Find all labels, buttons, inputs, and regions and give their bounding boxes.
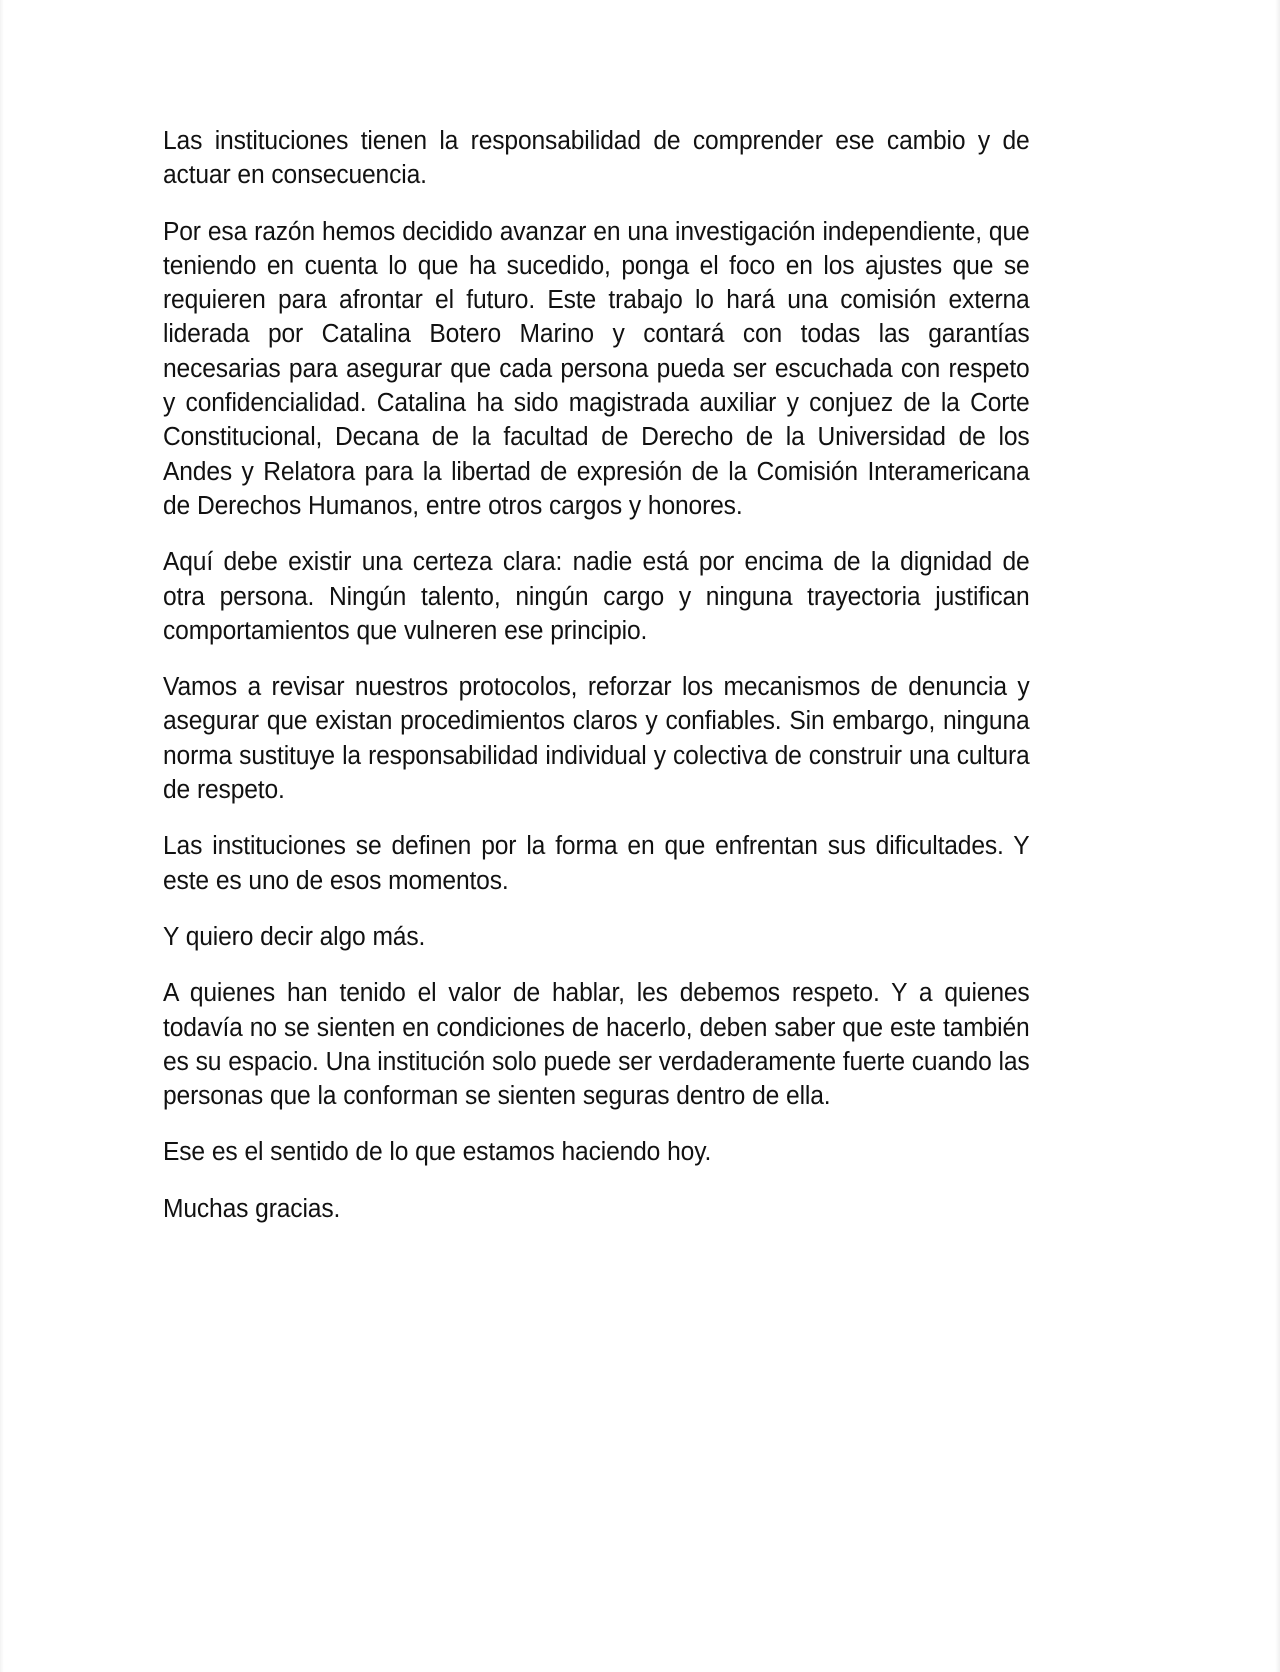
paragraph-9-closing: Muchas gracias. [163,1194,341,1223]
paragraph-8: Ese es el sentido de lo que estamos haciendo hoy. [163,1138,712,1167]
paragraph-3: Aquí debe existir una certeza clara: nadie está por encima de la dignidad de otra persona. Ningún talento, ningún cargo y ninguna trayectoria justifican comportamientos que vulneren ese principio. [163,548,1030,645]
paragraph-5: Las instituciones se definen por la forma en que enfrentan sus dificultades. Y este es uno de esos momentos. [163,832,1030,895]
scan-edge-right [1275,0,1280,1672]
paragraph-2: Por esa razón hemos decidido avanzar en una investigación independiente, que teniendo en cuenta lo que ha sucedido, ponga el foco en los ajustes que se requieren para afrontar el futuro. Este trabajo lo hará una comisión externa liderada por Catalina Botero Marino y contará con todas las garantías necesarias para asegurar que cada persona pueda ser escuchada con respeto y confidencialidad. Catalina ha sido magistrada auxiliar y conjuez de la Corte Constitucional, Decana de la facultad de Derecho de la Universidad de los Andes y Relatora para la libertad de expresión de la Comisión Interamericana de Derechos Humanos, entre otros cargos y honores. [163,217,1030,520]
paragraph-6: Y quiero decir algo más. [163,922,426,951]
document-body [163,124,1061,1226]
scan-edge-left [0,0,4,1672]
paragraph-4: Vamos a revisar nuestros protocolos, reforzar los mecanismos de denuncia y asegurar que existan procedimientos claros y confiables. Sin embargo, ninguna norma sustituye la responsabilidad individual y colectiva de construir una cultura de respeto. [163,673,1030,805]
paragraph-1: Las instituciones tienen la responsabilidad de comprender ese cambio y de actuar en consecuencia. [163,127,1030,190]
paragraph-7: A quienes han tenido el valor de hablar, les debemos respeto. Y a quienes todavía no se sienten en condiciones de hacerlo, deben saber que este también es su espacio. Una institución solo puede ser verdaderamente fuerte cuando las personas que la conforman se sienten seguras dentro de ella. [163,979,1030,1111]
